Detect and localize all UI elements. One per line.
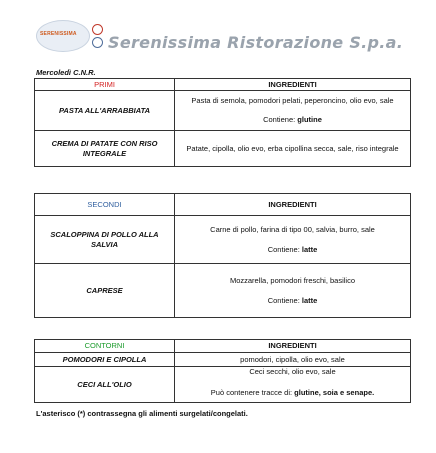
dish-ingredients [175,367,411,403]
allergens-label: Contiene: [267,244,302,254]
certification-badge-icon [92,24,103,35]
logo-text: SERENISSIMA [40,31,77,37]
allergens-value: latte [301,295,318,305]
secondi-table [34,193,411,318]
ingredients-text: Carne di pollo, farina di tipo 00, salvia, burro, sale [210,224,375,234]
primi-table [34,78,411,167]
company-logo [36,20,106,52]
table-header-row [35,194,411,216]
dish-ingredients [175,264,411,318]
company-name: Serenissima Ristorazione S.p.a. [108,33,404,52]
ingredients-text: Mozzarella, pomodori freschi, basilico [229,275,356,285]
dish-ingredients: pomodori, cipolla, olio evo, sale [175,353,411,367]
allergens-value: latte [301,244,318,254]
category-secondi: SECONDI [35,194,175,216]
allergens-label: Contiene: [263,115,298,124]
frozen-note: L'asterisco (*) contrassegna gli alimenti surgelati/congelati. [36,409,248,418]
ingredients-header: INGREDIENTI [175,194,411,216]
dish-ingredients [175,91,411,131]
traces-value: glutine, soia e senape. [294,388,375,397]
allergens [179,245,406,255]
dish-name: CECI ALL'OLIO [35,367,175,403]
table-row [35,367,411,403]
category-contorni: CONTORNI [35,340,175,353]
traces [179,388,406,398]
allergens [179,296,406,306]
ingredients-header: INGREDIENTI [175,340,411,353]
dish-name: POMODORI E CIPOLLA [35,353,175,367]
dish-name: PASTA ALL'ARRABBIATA [35,91,175,131]
allergens-value: glutine [297,115,322,124]
ingredients-text: Ceci secchi, olio evo, sale [249,367,336,376]
table-header-row [35,79,411,91]
dish-name: SCALOPPINA DI POLLO ALLA SALVIA [35,216,175,264]
table-header-row [35,340,411,353]
allergens [179,115,406,125]
traces-label: Può contenere tracce di: [210,388,295,397]
table-row [35,216,411,264]
quality-badge-icon [92,37,103,48]
table-row [35,353,411,367]
table-row [35,131,411,167]
table-row [35,91,411,131]
dish-ingredients [175,216,411,264]
ingredients-text: Pasta di semola, pomodori pelati, peperoncino, olio evo, sale [191,96,394,105]
contorni-table [34,339,411,403]
category-primi: PRIMI [35,79,175,91]
table-row [35,264,411,318]
day-label: Mercoledì C.N.R. [36,68,96,77]
ingredients-header: INGREDIENTI [175,79,411,91]
dish-name: CAPRESE [35,264,175,318]
dish-ingredients: Patate, cipolla, olio evo, erba cipollina secca, sale, riso integrale [175,131,411,167]
dish-name: CREMA DI PATATE CON RISO INTEGRALE [35,131,175,167]
allergens-label: Contiene: [267,295,302,305]
